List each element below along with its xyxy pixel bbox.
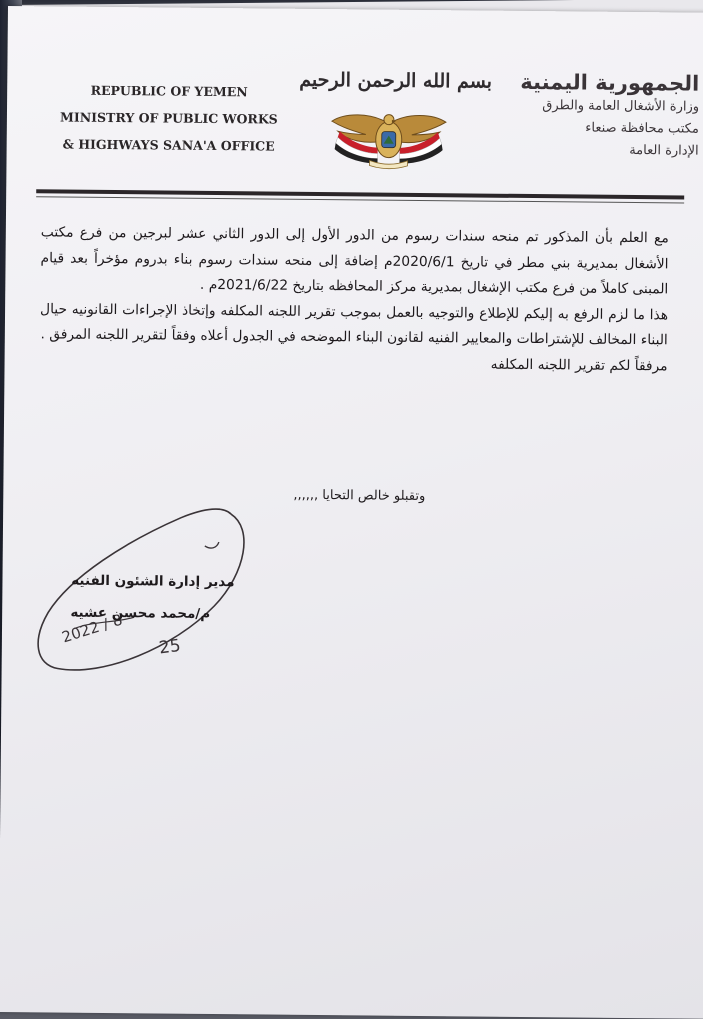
signatory-name: م/محمد محسن عشيه: [70, 604, 211, 622]
letterhead-line-country: REPUBLIC OF YEMEN: [90, 82, 248, 100]
english-letterhead: [54, 76, 285, 159]
handwritten-signature-icon: [34, 500, 256, 682]
letterhead-ar-ministry: وزارة الأشغال العامة والطرق: [542, 98, 700, 115]
letterhead-line-office: & HIGHWAYS SANA'A OFFICE: [62, 136, 275, 154]
handwritten-day: 25: [157, 635, 182, 659]
yemen-eagle-emblem-icon: [329, 107, 448, 170]
letterhead-line-ministry: MINISTRY OF PUBLIC WORKS: [60, 109, 278, 127]
paragraph-request: هذا ما لزم الرفع به إليكم للإطلاع والتوجيه بالعمل بموجب تقرير اللجنه المكلفه وإتخاذ الإجراءات القانونيه حيال البناء المخالف للإشتراطات والمعايير الفنيه لقانون البناء الموضحه في الجدول أعلاه وفقاً لتقرير اللجنه المرفق .: [40, 301, 669, 349]
letterhead-ar-office: مكتب محافظة صنعاء: [585, 120, 699, 137]
basmala: بسم الله الرحمن الرحيم: [299, 68, 493, 93]
signatory-title: مدير إدارة الشئون الفنيه: [71, 572, 235, 591]
paragraph-permits: مع العلم بأن المذكور تم منحه سندات رسوم من الدور الأول إلى الدور الثاني عشر لبرجين من فرع مكتب الأشغال بمديرية بني مطر في تاريخ 2020/6/1م إضافة إلى منحه سندات رسوم بناء بدروم مؤخراً بعد قيام المبنى كاملاً من فرع مكتب الإشغال بمديرية مركز المحافظه بتاريخ 2021/6/22م .: [40, 224, 669, 298]
paragraph-attachment: مرفقاً لكم تقرير اللجنه المكلفه: [490, 356, 668, 375]
letterhead-ar-country: الجمهورية اليمنية: [520, 69, 700, 96]
letterhead-ar-department: الإدارة العامة: [629, 142, 699, 159]
handwritten-date: 2022 / 8: [59, 610, 125, 647]
arabic-letterhead: [519, 69, 700, 163]
closing-greeting: وتقبلو خالص التحايا ,,,,,,: [293, 487, 426, 505]
letter-body: [39, 220, 668, 380]
document-page: [0, 6, 703, 1019]
